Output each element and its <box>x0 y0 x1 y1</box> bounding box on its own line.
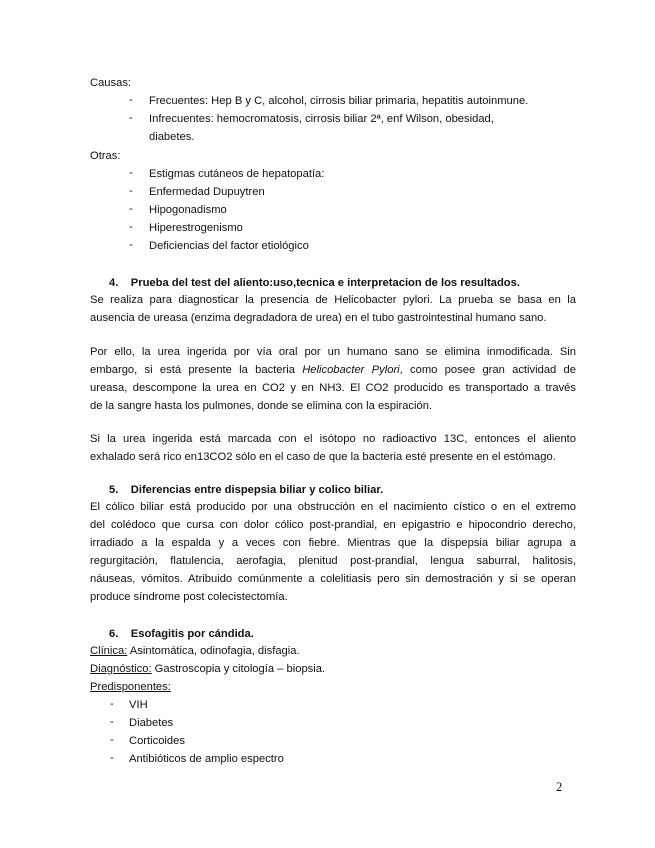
dash-bullet: - <box>129 203 133 215</box>
section-5-title: 5. Diferencias entre dispepsia biliar y colico biliar. <box>109 484 384 496</box>
text-run: embargo, si está presente la bacteria <box>90 364 303 376</box>
paragraph-line: regurgitación, flatulencia, aerofagia, plenitud post-prandial, lengua saburral, halitosis, <box>90 555 576 567</box>
paragraph-line: ausencia de ureasa (enzima degradadora de urea) en el tubo gastrointestinal humano sano. <box>90 312 547 324</box>
diagnostico-label: Diagnóstico: <box>90 663 152 675</box>
clinica-label: Clínica: <box>90 645 128 657</box>
predisponente-item: Corticoides <box>129 735 185 747</box>
clinica-text: Asintomática, odinofagia, disfagia. <box>127 645 300 657</box>
predisponente-item: Antibióticos de amplio espectro <box>129 753 284 765</box>
predisponentes-label: Predisponentes: <box>90 681 171 693</box>
dash-bullet: - <box>110 698 114 710</box>
section-6-title: 6. Esofagitis por cándida. <box>109 628 254 640</box>
paragraph-line: exhalado será rico en13CO2 sólo en el caso de que la bacteria esté presente en el estómago. <box>90 451 556 463</box>
section-4-title: 4. Prueba del test del aliento:uso,tecnica e interpretacion de los resultados. <box>109 277 520 289</box>
otras-heading: Otras: <box>90 150 121 162</box>
dash-bullet: - <box>110 734 114 746</box>
page-number: 2 <box>556 780 563 794</box>
causas-heading: Causas: <box>90 77 132 89</box>
paragraph-line: irradiado a la espalda y a veces con fiebre. Mientras que la dispepsia biliar agrupa a <box>90 537 576 549</box>
paragraph-line: Por ello, la urea ingerida por vía oral por un humano sano se elimina inmodificada. Sin <box>90 346 576 358</box>
paragraph-line <box>90 363 576 378</box>
diagnostico-line <box>90 662 325 677</box>
paragraph-line: Si la urea ingerida está marcada con el isótopo no radioactivo 13C, entonces el aliento <box>90 433 576 445</box>
paragraph-line: Se realiza para diagnosticar la presencia de Helicobacter pylori. La prueba se basa en la <box>90 294 576 306</box>
otras-item: Hiperestrogenismo <box>149 222 243 234</box>
italic-term: Helicobacter Pylori <box>302 364 400 376</box>
paragraph-line: náuseas, vómitos. Atribuido comúnmente a colelitiasis pero sin demostración y si se operan <box>90 573 576 585</box>
paragraph-line: del colédoco que cursa con dolor cólico post-prandial, en epigastrio e hipocondrio derecho, <box>90 519 576 531</box>
paragraph-line: produce síndrome post colecistectomía. <box>90 591 288 603</box>
paragraph-line: El cólico biliar está producido por una obstrucción en el nacimiento cístico o en el extremo <box>90 501 576 513</box>
dash-bullet: - <box>129 221 133 233</box>
clinica-line <box>90 644 300 659</box>
predisponente-item: VIH <box>129 699 148 711</box>
causas-item: Infrecuentes: hemocromatosis, cirrosis biliar 2ª, enf Wilson, obesidad, <box>149 113 494 125</box>
otras-item: Estigmas cutáneos de hepatopatía: <box>149 168 325 180</box>
otras-item: Hipogonadismo <box>149 204 227 216</box>
dash-bullet: - <box>129 239 133 251</box>
causas-item-continuation: diabetes. <box>149 131 195 143</box>
dash-bullet: - <box>129 94 133 106</box>
dash-bullet: - <box>129 112 133 124</box>
dash-bullet: - <box>110 752 114 764</box>
dash-bullet: - <box>129 167 133 179</box>
otras-item: Deficiencias del factor etiológico <box>149 240 309 252</box>
causas-item: Frecuentes: Hep B y C, alcohol, cirrosis biliar primaria, hepatitis autoinmune. <box>149 95 529 107</box>
paragraph-line: ureasa, descompone la urea en CO2 y en NH3. El CO2 producido es transportado a través <box>90 382 576 394</box>
diagnostico-text: Gastroscopia y citología – biopsia. <box>151 663 326 675</box>
predisponente-item: Diabetes <box>129 717 174 729</box>
dash-bullet: - <box>129 185 133 197</box>
otras-item: Enfermedad Dupuytren <box>149 186 265 198</box>
paragraph-line: de la sangre hasta los pulmones, donde se elimina con la espiración. <box>90 400 433 412</box>
text-run: , como posee gran actividad de <box>399 364 576 376</box>
dash-bullet: - <box>110 716 114 728</box>
